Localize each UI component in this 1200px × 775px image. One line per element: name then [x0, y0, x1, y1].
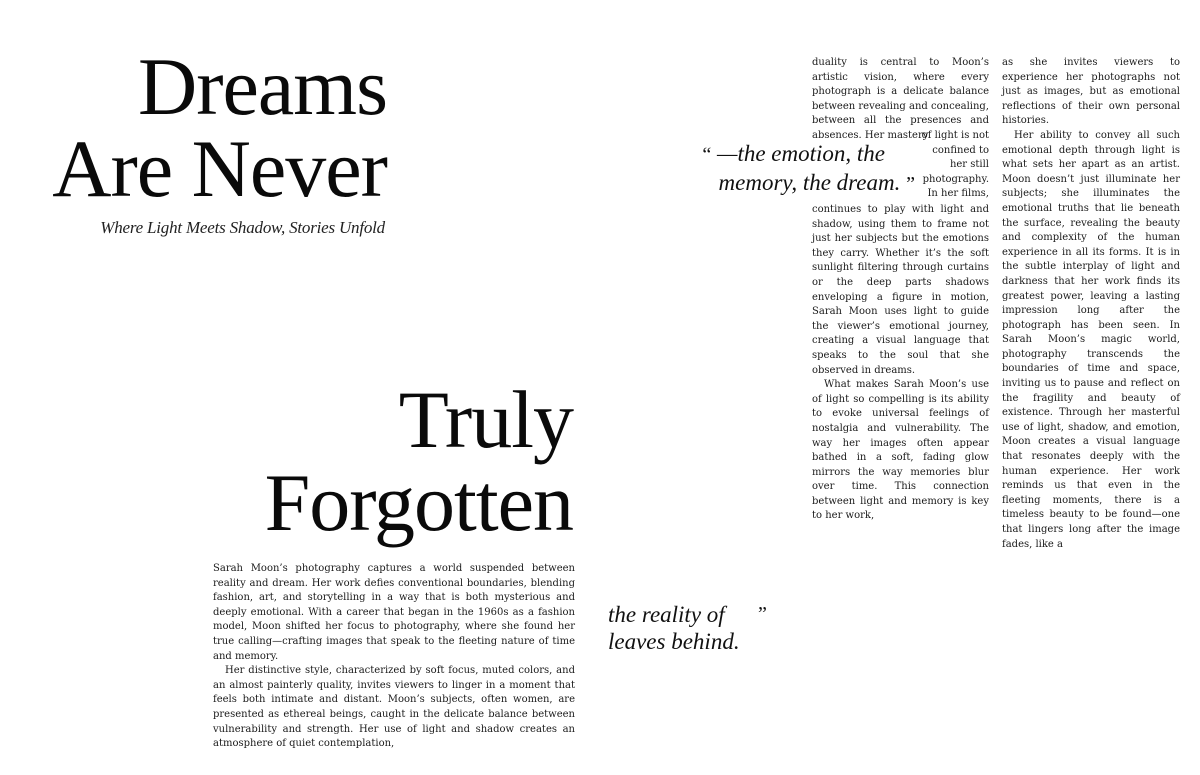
- title-line: Forgotten: [264, 457, 573, 548]
- pull-quote-line: leaves behind.: [608, 629, 740, 654]
- pull-quote-emotion: [675, 140, 915, 198]
- pull-quote-line: memory, the dream.: [718, 170, 901, 195]
- paragraph: continues to play with light and shadow, using them to frame not just her subjects but the emotions they carry. Whether it’s the soft sunlight filtering through curtains or the deep parts shadows enveloping a figure in motion, Sarah Moon uses light to guide the viewer’s emotional journey, creating a visual language that speaks to the soul that she observed in dreams.: [812, 204, 989, 376]
- title-dreams-are-never: [52, 41, 387, 214]
- pull-quote-line: —the emotion, the: [717, 141, 885, 166]
- paragraph: What makes Sarah Moon’s use of light so compelling is its ability to evoke universal feelings of nostalgia and vulnerability. The way her images often appear bathed in a soft, fading glow mirrors the way memories blur over time. This connection between light and memory is key to her work,: [812, 379, 989, 522]
- title-line: Are Never: [52, 123, 387, 214]
- paragraph: Her ability to convey all such emotional depth through light is what sets her apart as an artist. Moon doesn’t just illuminate her subjects; she illuminates the emotional truths that lie beneath the surface, revealing the beauty and complexity of the human experience in all its forms. It is in the subtle interplay of light and darkness that her work finds its greatest power, leaving a lasting impression long after the photograph has been seen. In Sarah Moon’s magic world, photography transcends the boundaries of time and space, inviting us to pause and reflect on the fragility and beauty of existence. Through her masterful use of light, shadow, and emotion, Moon creates a visual language that resonates deeply with the human experience. Her work reminds us that even in the fleeting moments, there is a timeless beauty to be found—one that lingers long after the image fades, like a: [1002, 129, 1180, 550]
- article-column-middle-wrap: [914, 129, 989, 202]
- article-column-middle: [812, 203, 989, 524]
- pull-quote-reality: [608, 601, 788, 655]
- title-line: Dreams: [137, 41, 387, 132]
- paragraph: as she invites viewers to experience her photographs not just as images, but as emotional reflections of their own personal histories.: [1002, 57, 1180, 127]
- paragraph: of light is not confined to her still photography. In her films,: [921, 130, 989, 200]
- article-column-right: [1002, 56, 1180, 552]
- paragraph: duality is central to Moon’s artistic vision, where every photograph is a delicate balance between revealing and concealing, between all the presences and absences. Her mastery: [812, 57, 989, 141]
- title-truly-forgotten: [264, 374, 573, 548]
- close-quote-mark: ”: [906, 173, 915, 195]
- close-quote-mark: ”: [758, 603, 767, 625]
- article-column-bottom: [213, 562, 575, 752]
- subtitle: Where Light Meets Shadow, Stories Unfold: [100, 218, 385, 237]
- paragraph: Her distinctive style, characterized by soft focus, muted colors, and an almost painterly quality, invites viewers to linger in a moment that feels both intimate and distant. Moon’s subjects, often women, are presented as ethereal beings, caught in the delicate balance between vulnerability and strength. Her use of light and shadow creates an atmosphere of quiet contemplation,: [213, 665, 575, 750]
- pull-quote-line: the reality of: [608, 602, 725, 627]
- open-quote-mark: “: [702, 144, 712, 166]
- paragraph: Sarah Moon’s photography captures a world suspended between reality and dream. Her work defies conventional boundaries, blending fashion, art, and storytelling in a way that is both mysterious and deeply emotional. With a career that began in the 1960s as a fashion model, Moon shifted her focus to photography, where she found her true calling—crafting images that speak to the fleeting nature of time and memory.: [213, 563, 575, 662]
- title-line: Truly: [398, 374, 573, 465]
